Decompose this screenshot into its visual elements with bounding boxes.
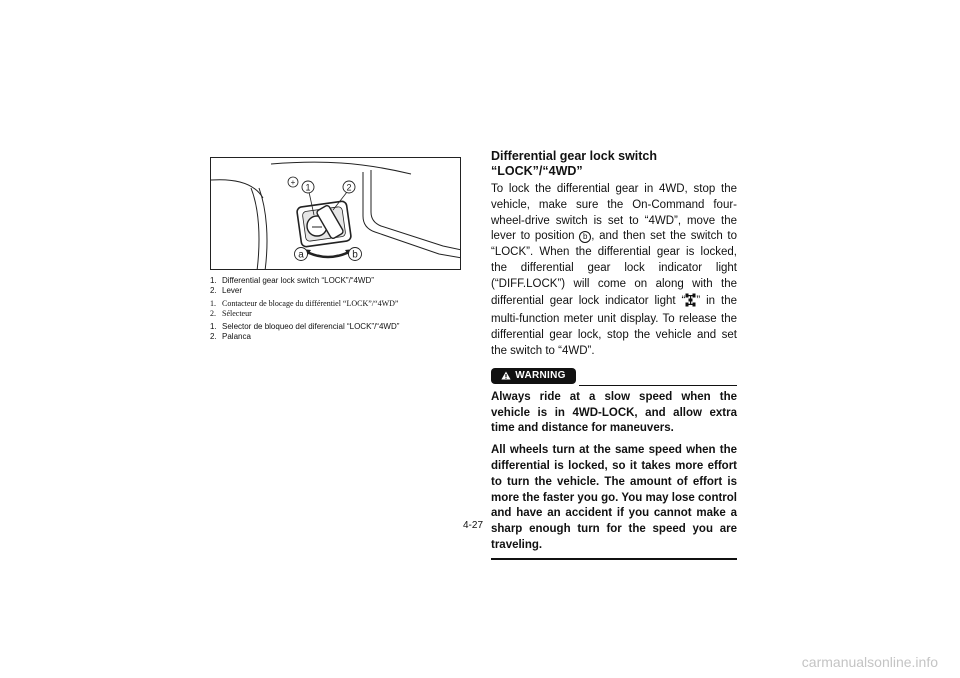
caption-text: Palanca: [222, 332, 251, 341]
caption-line: [210, 332, 470, 342]
diff-lock-indicator-icon: [685, 293, 696, 313]
section-column: [491, 149, 737, 560]
caption-group-french: [210, 299, 470, 319]
callout-2: 2: [346, 182, 352, 193]
caption-line: [210, 286, 470, 296]
warning-paragraph-1: Always ride at a slow speed when the vehicle is in 4WD-LOCK, and allow extra time and distance for maneuvers.: [491, 390, 737, 435]
warning-paragraph-2: All wheels turn at the same speed when the differential is locked, so it takes more effort to turn the vehicle. The amount of effort is more the faster you go. You may lose control and have an accident if you cannot make a sharp enough turn for the speed you are traveling.: [491, 444, 737, 551]
paragraph-text: To lock the differential gear in 4WD, stop the vehicle, make sure the On-Command four-wheel-drive switch is set to “4WD”, move the lever to position: [491, 183, 737, 243]
warning-badge: [491, 368, 576, 384]
caption-number: 2.: [210, 309, 216, 318]
watermark: carmanualsonline.info: [801, 654, 938, 670]
warning-triangle-icon: [501, 371, 511, 380]
caption-text: Differential gear lock switch “LOCK”/“4WD”: [222, 276, 374, 285]
page-number: 4-27: [463, 520, 484, 531]
section-heading: Differential gear lock switch “LOCK”/“4WD”: [491, 149, 658, 178]
position-label-a: a: [298, 249, 304, 261]
caption-text: Sélecteur: [222, 309, 252, 318]
caption-line: [210, 309, 470, 319]
callout-1: 1: [305, 182, 311, 193]
warning-header: [491, 368, 737, 388]
illustration-drawing: [211, 158, 461, 270]
section-paragraph: [491, 182, 737, 360]
paragraph-text: ” in the multi-function meter unit display. To release the differential gear lock, stop the vehicle and set the switch to “4WD”.: [491, 294, 737, 357]
paragraph-text: , and then set the switch to “LOCK”. When the differential gear is locked, the differential gear lock indicator light (“DIFF.LOCK”) will come on along with the differential gear lock indicator light “: [491, 230, 737, 307]
switch-illustration: [210, 157, 461, 270]
warning-end-rule: [491, 558, 737, 560]
caption-text: Selector de bloqueo del diferencial “LOCK”/“4WD”: [222, 322, 400, 331]
warning-rule: [579, 385, 737, 386]
figure-captions: [210, 276, 470, 345]
caption-number: 2.: [210, 332, 217, 341]
caption-number: 2.: [210, 286, 217, 295]
caption-text: Lever: [222, 286, 243, 295]
svg-text:+: +: [290, 178, 296, 187]
caption-number: 1.: [210, 322, 217, 331]
caption-line: [210, 322, 470, 332]
caption-number: 1.: [210, 276, 217, 285]
caption-number: 1.: [210, 299, 216, 308]
caption-group-spanish: [210, 322, 470, 342]
caption-line: [210, 276, 470, 286]
caption-text: Contacteur de blocage du différentiel “LOCK”/“4WD”: [222, 299, 399, 308]
position-b-marker: b: [579, 231, 591, 243]
warning-label: WARNING: [515, 370, 566, 382]
caption-line: [210, 299, 470, 309]
caption-group-english: [210, 276, 470, 296]
position-label-b: b: [352, 249, 358, 261]
